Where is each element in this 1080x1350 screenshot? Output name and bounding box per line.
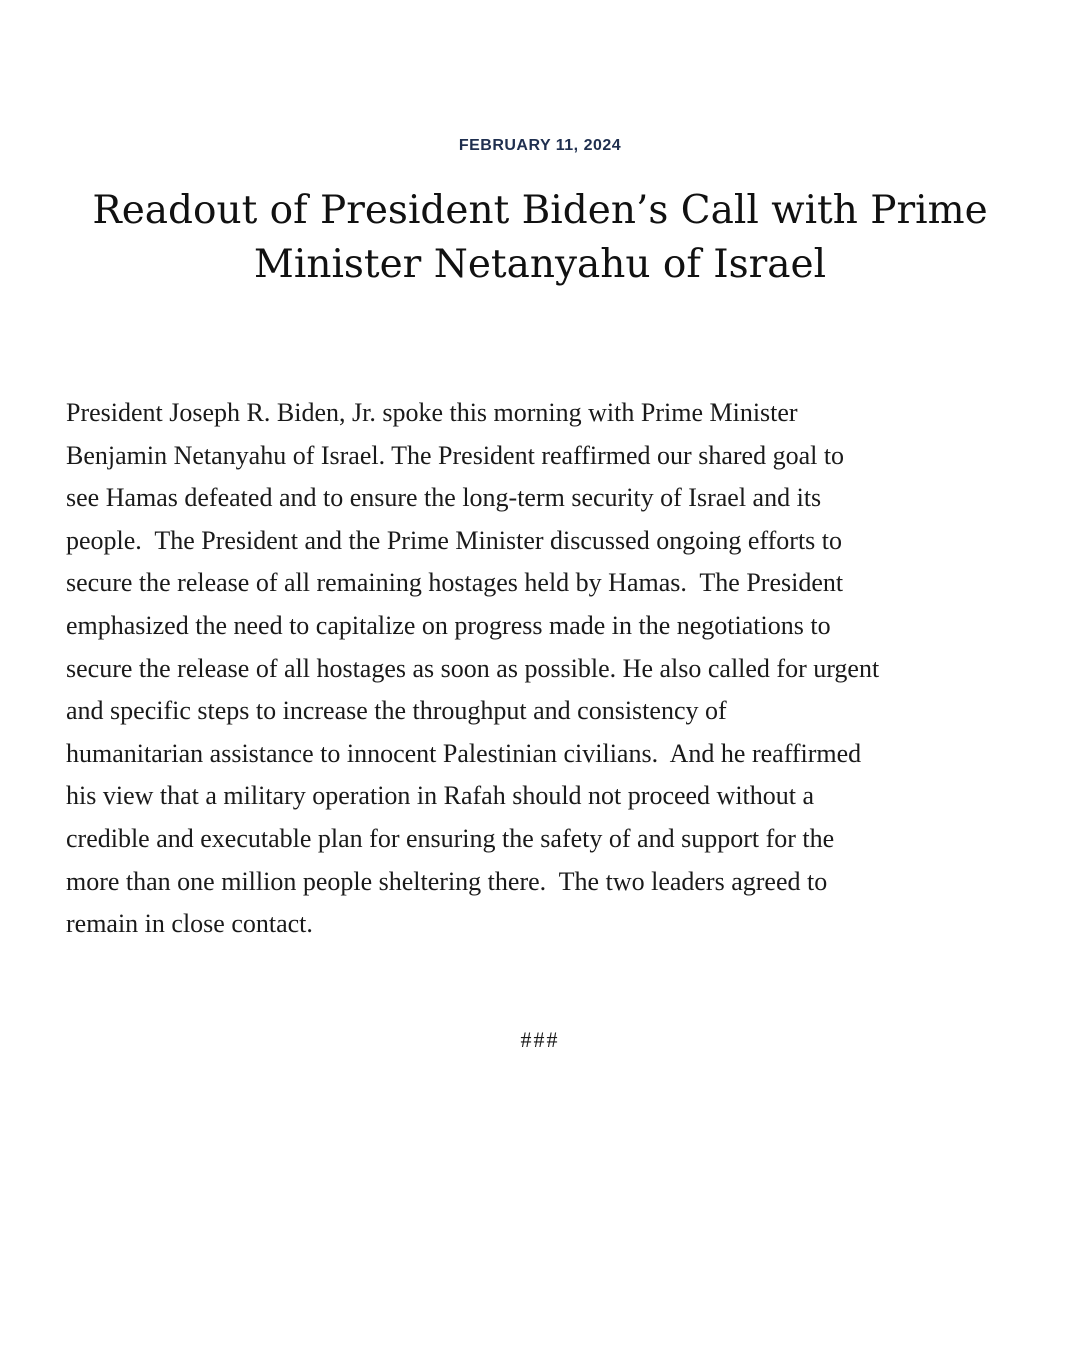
body-line: remain in close contact. <box>66 909 313 939</box>
body-line: see Hamas defeated and to ensure the long-term security of Israel and its <box>66 483 822 513</box>
body-line: credible and executable plan for ensuring the safety of and support for the <box>66 823 835 853</box>
end-of-release-mark: ### <box>520 1027 560 1052</box>
body-line: people. The President and the Prime Minister discussed ongoing efforts to <box>66 525 843 555</box>
body-line: secure the release of all remaining hostages held by Hamas. The President <box>66 568 844 598</box>
article-body <box>66 392 1026 946</box>
article-title-line: Readout of President Biden’s Call with Prime <box>92 188 988 233</box>
body-line: Benjamin Netanyahu of Israel. The President reaffirmed our shared goal to <box>66 440 845 470</box>
body-line: his view that a military operation in Rafah should not proceed without a <box>66 781 815 811</box>
body-line: more than one million people sheltering there. The two leaders agreed to <box>66 866 828 896</box>
body-line: humanitarian assistance to innocent Palestinian civilians. And he reaffirmed <box>66 738 862 768</box>
body-line: and specific steps to increase the throughput and consistency of <box>66 696 727 726</box>
body-line: President Joseph R. Biden, Jr. spoke this morning with Prime Minister <box>66 398 798 427</box>
body-line: emphasized the need to capitalize on progress made in the negotiations to <box>66 610 831 640</box>
article-title <box>60 184 1020 292</box>
body-line: secure the release of all hostages as soon as possible. He also called for urgent <box>66 653 880 683</box>
release-date: FEBRUARY 11, 2024 <box>458 137 622 154</box>
article-title-line: Minister Netanyahu of Israel <box>253 242 827 287</box>
